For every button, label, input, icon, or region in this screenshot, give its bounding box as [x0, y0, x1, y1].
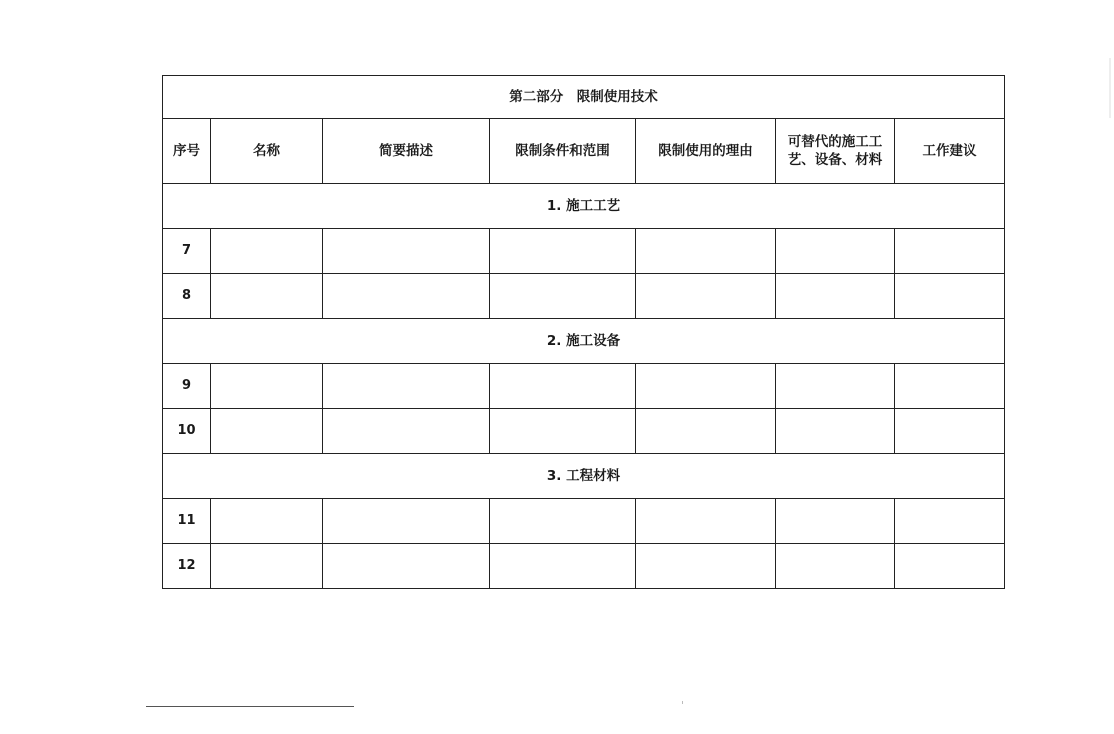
restricted-technology-table [162, 75, 1005, 589]
table-title-row [163, 76, 1005, 119]
cell-conditions [490, 499, 636, 544]
cell-suggestion [895, 544, 1005, 589]
section-title: 2. 施工设备 [163, 319, 1005, 364]
cell-suggestion [895, 409, 1005, 454]
cell-alternatives [776, 229, 895, 274]
table-row [163, 544, 1005, 589]
row-index: 10 [163, 409, 211, 454]
cell-description [323, 544, 490, 589]
table-title: 第二部分 限制使用技术 [163, 76, 1005, 119]
cell-reason [636, 499, 776, 544]
row-index: 9 [163, 364, 211, 409]
table-row [163, 499, 1005, 544]
cell-reason [636, 274, 776, 319]
cell-conditions [490, 229, 636, 274]
section-row [163, 319, 1005, 364]
header-conditions: 限制条件和范围 [490, 119, 636, 184]
row-index: 8 [163, 274, 211, 319]
table-row [163, 274, 1005, 319]
cell-name [211, 544, 323, 589]
cell-conditions [490, 364, 636, 409]
section-title: 1. 施工工艺 [163, 184, 1005, 229]
row-index: 7 [163, 229, 211, 274]
cell-alternatives [776, 274, 895, 319]
cell-alternatives [776, 499, 895, 544]
section-row [163, 184, 1005, 229]
cell-name [211, 364, 323, 409]
header-index: 序号 [163, 119, 211, 184]
cell-alternatives [776, 544, 895, 589]
scan-speck [682, 701, 683, 704]
cell-reason [636, 364, 776, 409]
cell-alternatives [776, 364, 895, 409]
cell-description [323, 409, 490, 454]
header-suggestion: 工作建议 [895, 119, 1005, 184]
row-index: 12 [163, 544, 211, 589]
cell-name [211, 274, 323, 319]
cell-name [211, 229, 323, 274]
table-row [163, 409, 1005, 454]
cell-suggestion [895, 229, 1005, 274]
cell-suggestion [895, 499, 1005, 544]
row-index: 11 [163, 499, 211, 544]
cell-reason [636, 229, 776, 274]
table-header-row [163, 119, 1005, 184]
cell-description [323, 499, 490, 544]
cell-alternatives [776, 409, 895, 454]
table-row [163, 229, 1005, 274]
cell-reason [636, 544, 776, 589]
table-row [163, 364, 1005, 409]
cell-conditions [490, 274, 636, 319]
cell-description [323, 364, 490, 409]
footnote-rule [146, 706, 354, 707]
header-description: 简要描述 [323, 119, 490, 184]
cell-reason [636, 409, 776, 454]
cell-name [211, 409, 323, 454]
cell-conditions [490, 544, 636, 589]
header-reason: 限制使用的理由 [636, 119, 776, 184]
cell-suggestion [895, 364, 1005, 409]
scan-edge-mark [1109, 58, 1111, 118]
cell-conditions [490, 409, 636, 454]
header-name: 名称 [211, 119, 323, 184]
cell-suggestion [895, 274, 1005, 319]
header-alternatives: 可替代的施工工艺、设备、材料 [776, 119, 895, 184]
section-title: 3. 工程材料 [163, 454, 1005, 499]
cell-name [211, 499, 323, 544]
section-row [163, 454, 1005, 499]
cell-description [323, 274, 490, 319]
cell-description [323, 229, 490, 274]
